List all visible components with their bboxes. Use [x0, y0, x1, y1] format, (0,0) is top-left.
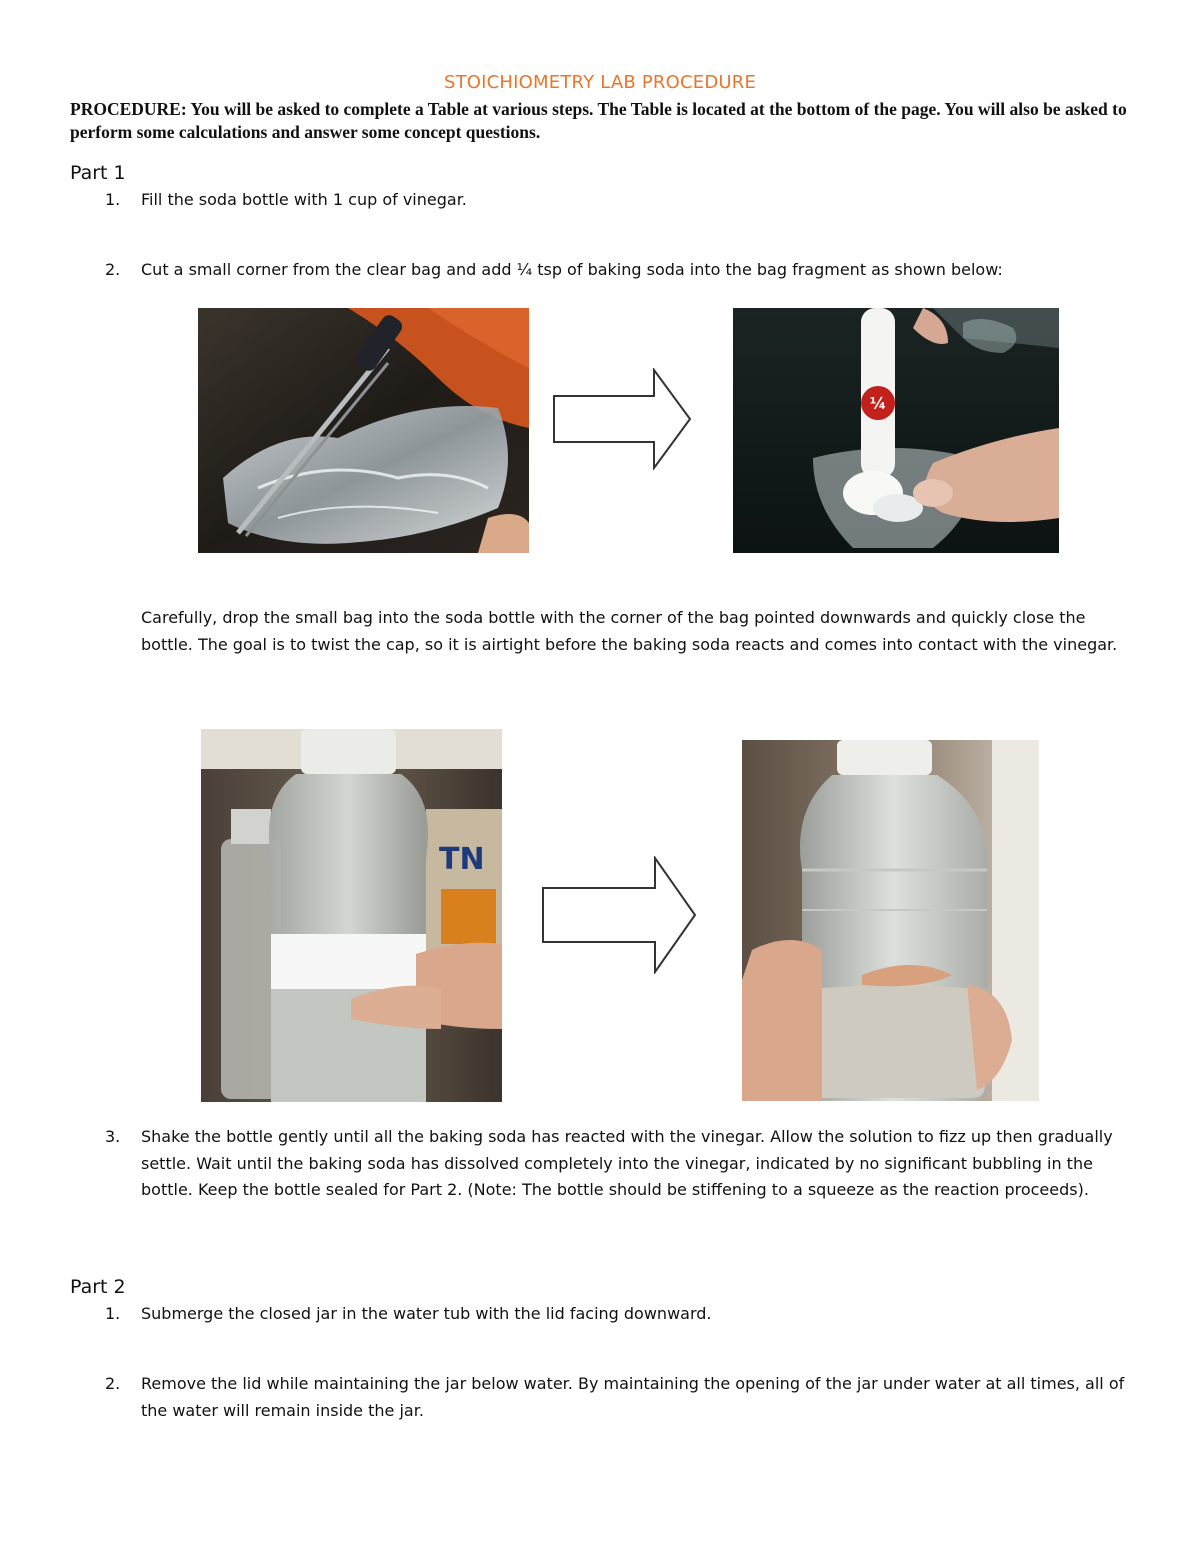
- part2-heading: Part 2: [70, 1276, 126, 1298]
- photo-cutting-bag: [198, 308, 529, 553]
- procedure-intro: PROCEDURE: You will be asked to complete a Table at various steps. The Table is located at the bottom of the page. You will also be asked to perform some calculations and answer some concept questions.: [70, 99, 1127, 142]
- photo-bottle-fizzing: [201, 729, 502, 1102]
- part1-step1-number: 1.: [105, 190, 121, 209]
- part2-step2-number: 2.: [105, 1374, 121, 1393]
- document-title: STOICHIOMETRY LAB PROCEDURE: [443, 72, 757, 93]
- part2-step2-text: Remove the lid while maintaining the jar below water. By maintaining the opening of the jar under water at all times, all of the water will remain inside the jar.: [141, 1374, 1125, 1420]
- part1-step2-text: Cut a small corner from the clear bag and add ¼ tsp of baking soda into the bag fragment as shown below:: [141, 260, 1003, 279]
- part1-step2-number: 2.: [105, 260, 121, 279]
- arrow-right-icon: [552, 368, 692, 470]
- part2-step1-text: Submerge the closed jar in the water tub with the lid facing downward.: [141, 1304, 712, 1323]
- part2-step1-number: 1.: [105, 1304, 121, 1323]
- svg-text:TN: TN: [439, 842, 485, 877]
- part1-heading: Part 1: [70, 162, 126, 184]
- photo-adding-baking-soda: [733, 308, 1059, 553]
- part1-step2-note: Carefully, drop the small bag into the soda bottle with the corner of the bag pointed downwards and quickly close the bottle. The goal is to twist the cap, so it is airtight before the baking soda reacts and comes into contact with the vinegar.: [141, 608, 1118, 654]
- spoon-label: ¼: [869, 394, 887, 413]
- photo-bottle-settled: [742, 740, 1039, 1101]
- part1-step1-text: Fill the soda bottle with 1 cup of vinegar.: [141, 190, 467, 209]
- part1-step3-text: Shake the bottle gently until all the baking soda has reacted with the vinegar. Allow the solution to fizz up then gradually settle. Wait until the baking soda has dissolved completely into the vinegar, indicated by no significant bubbling in the bottle. Keep the bottle sealed for Part 2. (Note: The bottle should be stiffening to a squeeze as the reaction proceeds).: [141, 1127, 1113, 1199]
- part1-step3-number: 3.: [105, 1127, 121, 1146]
- arrow-right-icon: [541, 856, 697, 974]
